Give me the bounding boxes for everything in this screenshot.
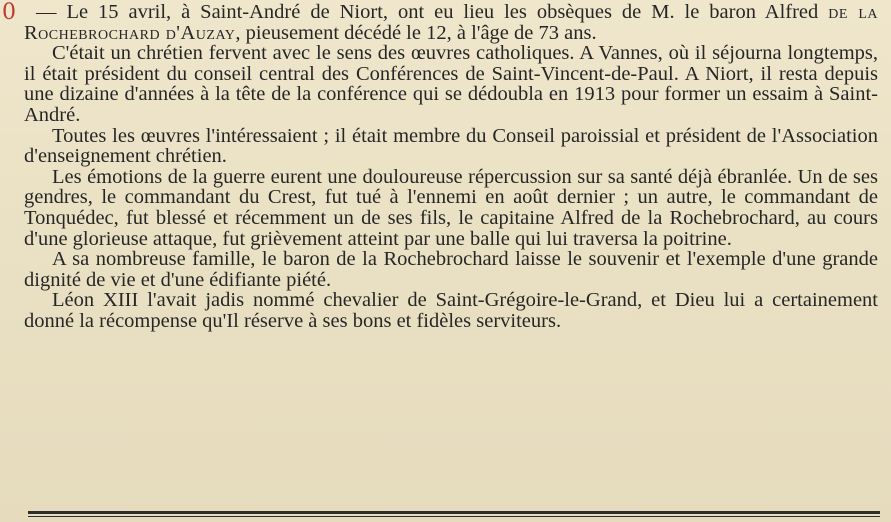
- article-paragraph: Les émotions de la guerre eurent une douloureuse répercussion sur sa santé déjà ébranlée. Un de ses gendres, le commandant du Crest, fut tué à l'ennemi en août dernier ; un autre, le commandant de Tonquédec, fut blessé et récemment un de ses fils, le capitaine Alfred de la Rochebrochard, au cours d'une glorieuse attaque, fut grièvement atteint par une balle qui lui traversa la poitrine.: [24, 165, 878, 250]
- obituary-article: [24, 2, 878, 332]
- margin-mark: 0: [2, 0, 16, 25]
- article-paragraph-intro: [24, 2, 878, 43]
- article-paragraph: C'était un chrétien fervent avec le sens des œuvres catholiques. A Vannes, où il séjourna longtemps, il était président du conseil central des Conférences de Saint-Vincent-de-Paul. A Niort, il resta depuis une dizaine d'années à la tête de la conférence qui se dédoubla en 1913 pour former un essaim à Saint-André.: [24, 42, 878, 126]
- intro-text: — Le 15 avril, à Saint-André de Niort, ont eu lieu les obsèques de M. le baron Alfred: [36, 1, 819, 23]
- section-divider-thick: [28, 511, 880, 514]
- family-name: de la Rochebrochard d'Auzay: [24, 1, 879, 44]
- article-paragraph: Toutes les œuvres l'intéressaient ; il était membre du Conseil paroissial et président de l'Association d'enseignement chrétien.: [24, 124, 878, 168]
- article-paragraph: Léon XIII l'avait jadis nommé chevalier de Saint-Grégoire-le-Grand, et Dieu lui a certainement donné la récompense qu'Il réserve à ses bons et fidèles serviteurs.: [24, 289, 878, 332]
- article-paragraph: A sa nombreuse famille, le baron de la Rochebrochard laisse le souvenir et l'exemple d'une grande dignité de vie et d'une édifiante piété.: [24, 248, 878, 291]
- intro-rest: , pieusement décédé le 12, à l'âge de 73 ans.: [235, 21, 597, 44]
- section-divider-thin: [28, 516, 880, 517]
